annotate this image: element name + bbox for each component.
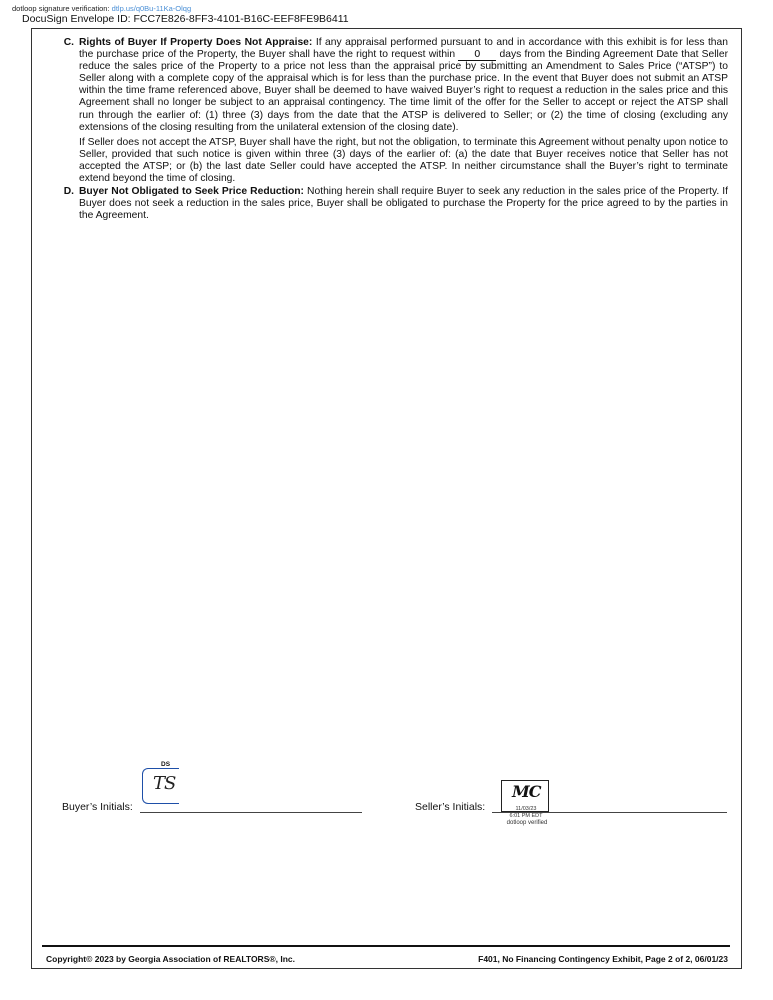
envelope-id: DocuSign Envelope ID: FCC7E826-8FF3-4101-B16C-EEF8FE9B6411	[22, 13, 349, 25]
footer-copyright: Copyright© 2023 by Georgia Association of REALTORS®, Inc.	[46, 954, 295, 964]
verification-label: dotloop signature verification:	[12, 4, 110, 13]
section-c-letter: C.	[63, 37, 74, 48]
seller-initials-signature: MC	[512, 782, 541, 801]
days-field[interactable]	[458, 50, 496, 61]
section-d-heading: Buyer Not Obligated to Seek Price Reduction:	[79, 186, 304, 198]
section-c	[48, 37, 728, 134]
footer-divider	[42, 945, 730, 947]
section-d	[48, 186, 728, 222]
dotloop-verification	[12, 4, 191, 13]
footer-form-info: F401, No Financing Contingency Exhibit, Page 2 of 2, 06/01/23	[478, 954, 728, 964]
section-c-text-1: If any appraisal performed pursuant to and in accordance with this exhibit is for less than the purchase price of the Property, the Buyer shall have the right to request within	[79, 37, 728, 61]
seller-initials-time: 6:01 PM EDT	[509, 813, 543, 819]
docusign-stamp-label: DS	[161, 761, 171, 768]
section-c-paragraph-2: If Seller does not accept the ATSP, Buyer shall have the right, but not the obligation, to terminate this Agreement without penalty upon notice to Seller, provided that such notice is given within three (3) days of the earlier of: (a) the date that Buyer receives notice that Seller has not accepted the ATSP; or (b) the last date Seller could have accepted the ATSP. In neither circumstance shall the Buyer’s right to terminate extend beyond the time of closing.	[79, 136, 728, 185]
dotloop-verified-label: dotloop verified	[506, 820, 548, 826]
document-body	[48, 37, 728, 222]
section-d-text: Nothing herein shall require Buyer to seek any reduction in the sales price of the Property. If Buyer does not seek a reduction in the sales price, Buyer shall be obligated to purchase the Property for the price agreed to by the parties in the Agreement.	[79, 186, 728, 222]
buyer-initials-line[interactable]	[140, 812, 362, 813]
buyer-initials-signature: TS	[153, 773, 176, 794]
section-c-heading: Rights of Buyer If Property Does Not Appraise:	[79, 37, 313, 48]
seller-initials-label: Seller’s Initials:	[415, 801, 486, 813]
section-d-letter: D.	[63, 186, 74, 198]
verification-link[interactable]: dtlp.us/q0Bu-11Ka-Olqg	[111, 4, 192, 13]
seller-initials-date: 11/03/23	[515, 806, 537, 812]
days-value: 0	[474, 49, 481, 61]
section-c-text-2: days from the Binding Agreement Date that Seller reduce the sales price of the Property to a price not less than the appraisal price by submitting an Amendment to Sales Price (“ATSP”) to Seller along with a complete copy of the appraisal which is for less than the purchase price. In the event that Buyer does not submit an ATSP within the time frame referenced above, Buyer shall be deemed to have waived Buyer’s right to request a reduction in the sales price and this Agreement shall no longer be subject to an appraisal contingency. The time limit of the offer for the Seller to accept or reject the ATSP shall run through the earlier of: (1) three (3) days from the date that the ATSP is delivered to Seller; or (2) the time of closing (excluding any extensions of the closing resulting from the unilateral extension of the closing date).	[79, 49, 728, 133]
buyer-initials-label: Buyer’s Initials:	[62, 801, 133, 813]
